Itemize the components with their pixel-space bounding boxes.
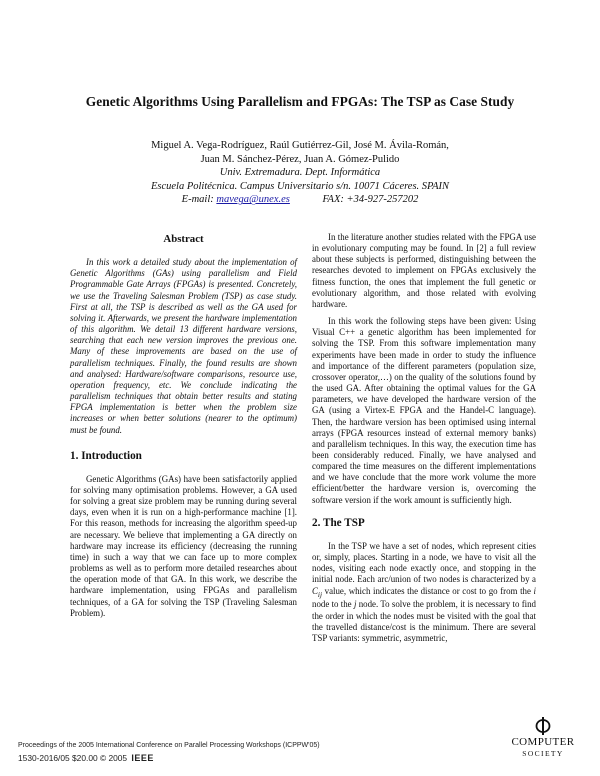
author-block (0, 139, 600, 207)
paper-title: Genetic Algorithms Using Parallelism and FPGAs: The TSP as Case Study (85, 94, 515, 109)
var-j: j (353, 599, 357, 610)
authors-line-2: Juan M. Sánchez-Pérez, Juan A. Gómez-Pulido (200, 153, 400, 165)
abstract-heading: Abstract (163, 233, 204, 245)
footer-proceedings: Proceedings of the 2005 International Conference on Parallel Processing Workshops (ICPPW'05) (18, 742, 320, 749)
affiliation-line-2: Escuela Politécnica. Campus Universitario s/n. 10071 Cáceres. SPAIN (150, 180, 450, 192)
tsp-paragraph-1: In the TSP we have a set of nodes, which represent cities or, simply, places. Starting in a node, we have to visit all the nodes, visiting each node exactly once, and stopping in the initial node. Each arc/union of two nodes is characterized by a $C_{ij}$ value, which indicates the distance or cost to go from the i node to the j node. To solve the problem, it is necessary to find the order in which the nodes must be visited with the goal that the travelled distance/cost is the minimum. There are several TSP variants: symmetric, asymmetric, (312, 540, 536, 643)
var-i: i (533, 585, 536, 596)
email-label: E-mail: (181, 194, 214, 206)
ieee-logo: IEEE (131, 753, 154, 763)
page-footer (18, 740, 320, 764)
footer-issn: 1530-2016/05 $20.00 © 2005 IEEE (18, 753, 154, 763)
introduction-heading: 1. Introduction (70, 449, 142, 462)
intro-paragraph-1: Genetic Algorithms (GAs) have been satisfactorily applied for solving many optimisation problems. However, a GA used for solving a great size problem may be running during several days, even when it is run on a high-performance machine [1]. For this reason, methods for increasing the algorithm speed-up are necessary. We believe that implementing a GA directly on hardware may increase its efficiency (decreasing the running time) in such a way that we can face up to more complex problems as well as to perform more detailed researches about the operation mode of that GA. In this work, we describe the hardware implementation, using FPGAs and parallelism techniques, of a GA for solving the TSP (Traveling Salesman Problem). (70, 473, 297, 618)
logo-society: SOCIETY (522, 749, 564, 758)
tsp-heading: 2. The TSP (312, 516, 365, 529)
computer-society-logo (505, 716, 581, 766)
authors-line-1: Miguel A. Vega-Rodríguez, Raúl Gutiérrez-Gil, José M. Ávila-Román, (151, 140, 449, 151)
contact-line (0, 193, 600, 207)
abstract-text: In this work a detailed study about the implementation of Genetic Algorithms (GAs) using parallelism and Field Programmable Gate Arrays (FPGAs) is presented. Concretely, we use the Traveling Salesman Problem (TSP) as case study. First at all, the TSP is described as well as the GA used for solving it. Afterwards, we present the hardware implementation of this algorithm. We detail 13 different hardware versions, searching that each new version improves the previous one. Many of these improvements are based on the use of parallelism techniques. Finally, the found results are shown and analysed: Hardware/software comparisons, resource use, operation frequency, etc. We conclude indicating the parallelism techniques that obtain better results and stating FPGA implementation is better when the problem size increases or when better solutions (nearer to the optimum) must be found. (70, 257, 297, 435)
right-column (312, 232, 536, 650)
cij-symbol: $C_{ij}$ (312, 585, 323, 599)
fax-number: FAX: +34-927-257202 (322, 194, 419, 206)
logo-computer: COMPUTER (511, 736, 575, 748)
affiliation-line-1: Univ. Extremadura. Dept. Informática (219, 167, 381, 179)
computer-society-emblem-icon (535, 716, 551, 736)
left-column (70, 232, 297, 625)
intro-paragraph-3: In this work the following steps have been given: Using Visual C++ a genetic algorithm has been implemented for solving the TSP. From this software implementation many experiments have been made in order to study the influence and importance of the different parameters (population size, crossover operator,…) on the quality of the solutions found by the used GA. After obtaining the optimal values for the GA parameters, we have developed the hardware version of the GA (using a Virtex-E FPGA and the Handel-C language). Then, the hardware version has been optimised using internal arrays (FPGA resources instead of external memory banks) and parallelism techniques. In this way, the execution time has been considerably reduced. Finally, we have analysed and compared the time measures on the different implementations and we have conclude that the more work volume the more efficient/better the hardware version is, overcoming the software version if the work amount is sufficiently high. (312, 316, 536, 505)
email-link[interactable]: mavega@unex.es (216, 194, 290, 206)
intro-paragraph-2: In the literature another studies related with the FPGA use in evolutionary computing may be found. In [2] a full review about these subjects is performed, distinguishing between the researches devoted to implement on FPGAs exclusively the fitness function, the ones that implement the full genetic or evolutionary algorithm, and those related with evolving hardware. (312, 232, 536, 309)
